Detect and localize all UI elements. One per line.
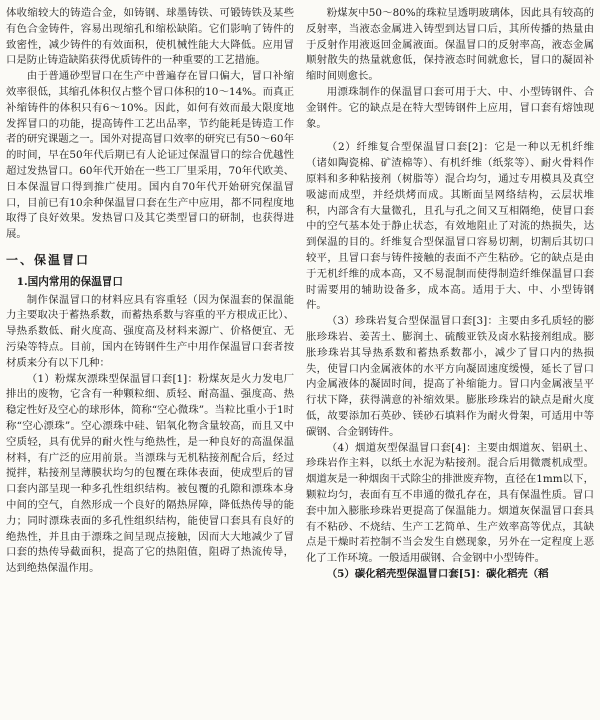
section-heading-insulating-riser: 一、保温冒口: [6, 252, 91, 267]
paragraph-riser-efficiency: 由于普通砂型冒口在生产中普遍存在冒口偏大，冒口补缩效率很低，其缩孔体积仅占整个冒口体积的10～14%。而真正补缩铸件的体积只有6～10%。因此，如何有效而最大限度地发挥冒口的功能，提高铸件工艺出品率，节约能耗是铸造工作者的研究课题之一。国外对提高冒口效率的研究已有50～60年的时间，早在50年代后期已有人论证过保温冒口的综合优越性超过发热冒口。60年代开始在一些工厂里采用，70年代欧美、日本保温冒口得到推广使用。国内自70年代开始研究保温冒口，目前已有10余种保温冒口套在生产中应用，都不同程度地取得了良好效果。发热冒口及其它类型冒口的研制，也获得进展。: [6, 70, 294, 241]
spacer: [306, 132, 594, 140]
left-column: [6, 6, 294, 720]
paragraph-flyash-sleeve: （1）粉煤灰漂珠型保温冒口套[1]：粉煤灰是火力发电厂排出的废物，它含有一种颗粒细、质轻、耐高温、强度高、热稳定性好及空心的球形体，简称“空心微珠”。当粒比重小于1时称“空心漂珠”。空心漂珠中硅、铝氧化物含量较高，而且又中空质轻，具有优异的耐火性与绝热性，是一种良好的高温保温材料，有广泛的应用前景。当漂珠与无机粘接剂配合后，经过搅拌，粘接剂呈薄膜状均匀的包覆在珠体表面，使成型后的冒口套内部呈现一种多孔性组织结构。被包覆的孔隙和漂珠本身中间的空气，自然形成一个良好的隔热屏障，降低热传导的能力；同时漂珠表面的多孔性组织结构，能使冒口套具有良好的绝热性，并且由于漂珠之间呈现点接触，因而大大地减少了冒口套的热传导截面积，提高了它的热阻值，阻碍了热流传导，达到绝热保温作用。: [6, 372, 294, 575]
paragraph-flyash-reflectivity: 粉煤灰中50～80%的珠粒呈透明玻璃体，因此具有较高的反射率，当液态金属进入铸型到达冒口后，其所传播的热量由于反射作用液返回金属液面。保温冒口的反射率高，液态金属顺射散失的热量就愈低，保持液态时间就愈长，冒口的凝固补缩时间则愈长。: [306, 7, 594, 83]
right-column: [306, 6, 594, 720]
paragraph-intro-continued: 体收缩较大的铸造合金，如铸钢、球墨铸铁、可锻铸铁及某些有色合金铸件，容易出现缩孔和缩松缺陷。它们影响了铸件的致密性，减少铸件的有效面积，使机械性能大大降低。应用冒口是防止铸造缺陷获得优质铸件的一种重要的工艺措施。: [6, 7, 294, 67]
paragraph-fiber-composite-sleeve: （2）纤维复合型保温冒口套[2]：它是一种以无机纤维（诸如陶瓷棉、矿渣棉等）、有机纤维（纸浆等）、耐火骨料作原料和多种粘接剂（树脂等）混合均匀，通过专用模具及真空吸滤而成型，并经烘烤而成。其断面呈网络结构，云层状堆积，内部含有大量微孔，且孔与孔之间又互相隔绝，使冒口套中的空气基本处于静止状态，有效地阻止了对流的热损失，达到保温的目的。纤维复合型保温冒口容易切割，切割后其切口较平，且冒口套与铸件接触的表面不产生粘砂。它的缺点是由于无机纤维的成本高，又不易混制而使得制造纤维保温冒口套时需要用的辅助设备多，成本高。适用于大、中、小型铸钢件。: [306, 141, 594, 312]
paragraph-rice-husk-sleeve: （5）碳化稻壳型保温冒口套[5]：碳化稻壳（稻: [326, 567, 549, 580]
paragraph-perlite-sleeve: （3）珍珠岩复合型保温冒口套[3]：主要由多孔质轻的膨胀珍珠岩、姜苦土、膨润土、硫酸亚铁及卤水粘接剂组成。膨胀珍珠岩其导热系数和蓄热系数都小，减少了冒口内的热损失，使冒口内金属液体的水平方向凝固速度缓慢，延长了冒口内金属液体的凝固时间，提高了补缩能力。冒口内金属液呈平行状下降，获得满意的补缩效果。膨胀珍珠岩的缺点是耐火度低，故要添加石英砂、镁砂石填料作为耐火骨架，可适用中等碳钢、合金钢铸件。: [306, 315, 594, 438]
paragraph-material-requirements: 制作保温冒口的材料应具有容重轻（因为保温套的保温能力主要取决于蓄热系数，而蓄热系数与容重的平方根成正比）、导热系数低、耐火度高、强度高及材料来源广、价格便宜、无污染等特点。目前，国内在铸钢件生产中用作保温冒口套者按材质来分有以下几种：: [6, 293, 294, 369]
paragraph-flue-dust-sleeve: （4）烟道灰型保温冒口套[4]：主要由烟道灰、铝矾土、珍珠岩作主料，以纸土水泥为粘接剂。混合后用微震机成型。烟道灰是一种烟囱干式除尘的排泄废弃物，直径在1mm以下，颗粒均匀，表面有互不串通的微孔存在，具有保温性质。冒口套中加入膨胀珍珠岩更提高了保温能力。烟道灰保温冒口套具有不粘砂、不烧结、生产工艺简单、生产效率高等优点，其缺点是干燥时若控制不当会发生自燃现象，另外在一定程度上恶化了工作环境。一般适用碳钢、合金钢中小型铸件。: [306, 441, 594, 565]
paragraph-flyash-application: 用漂珠制作的保温冒口套可用于大、中、小型铸钢件、合金钢件。它的缺点是在特大型铸钢件上应用，冒口套有熔蚀现象。: [306, 85, 594, 130]
subsection-heading-common-risers: 1.国内常用的保温冒口: [16, 275, 123, 288]
